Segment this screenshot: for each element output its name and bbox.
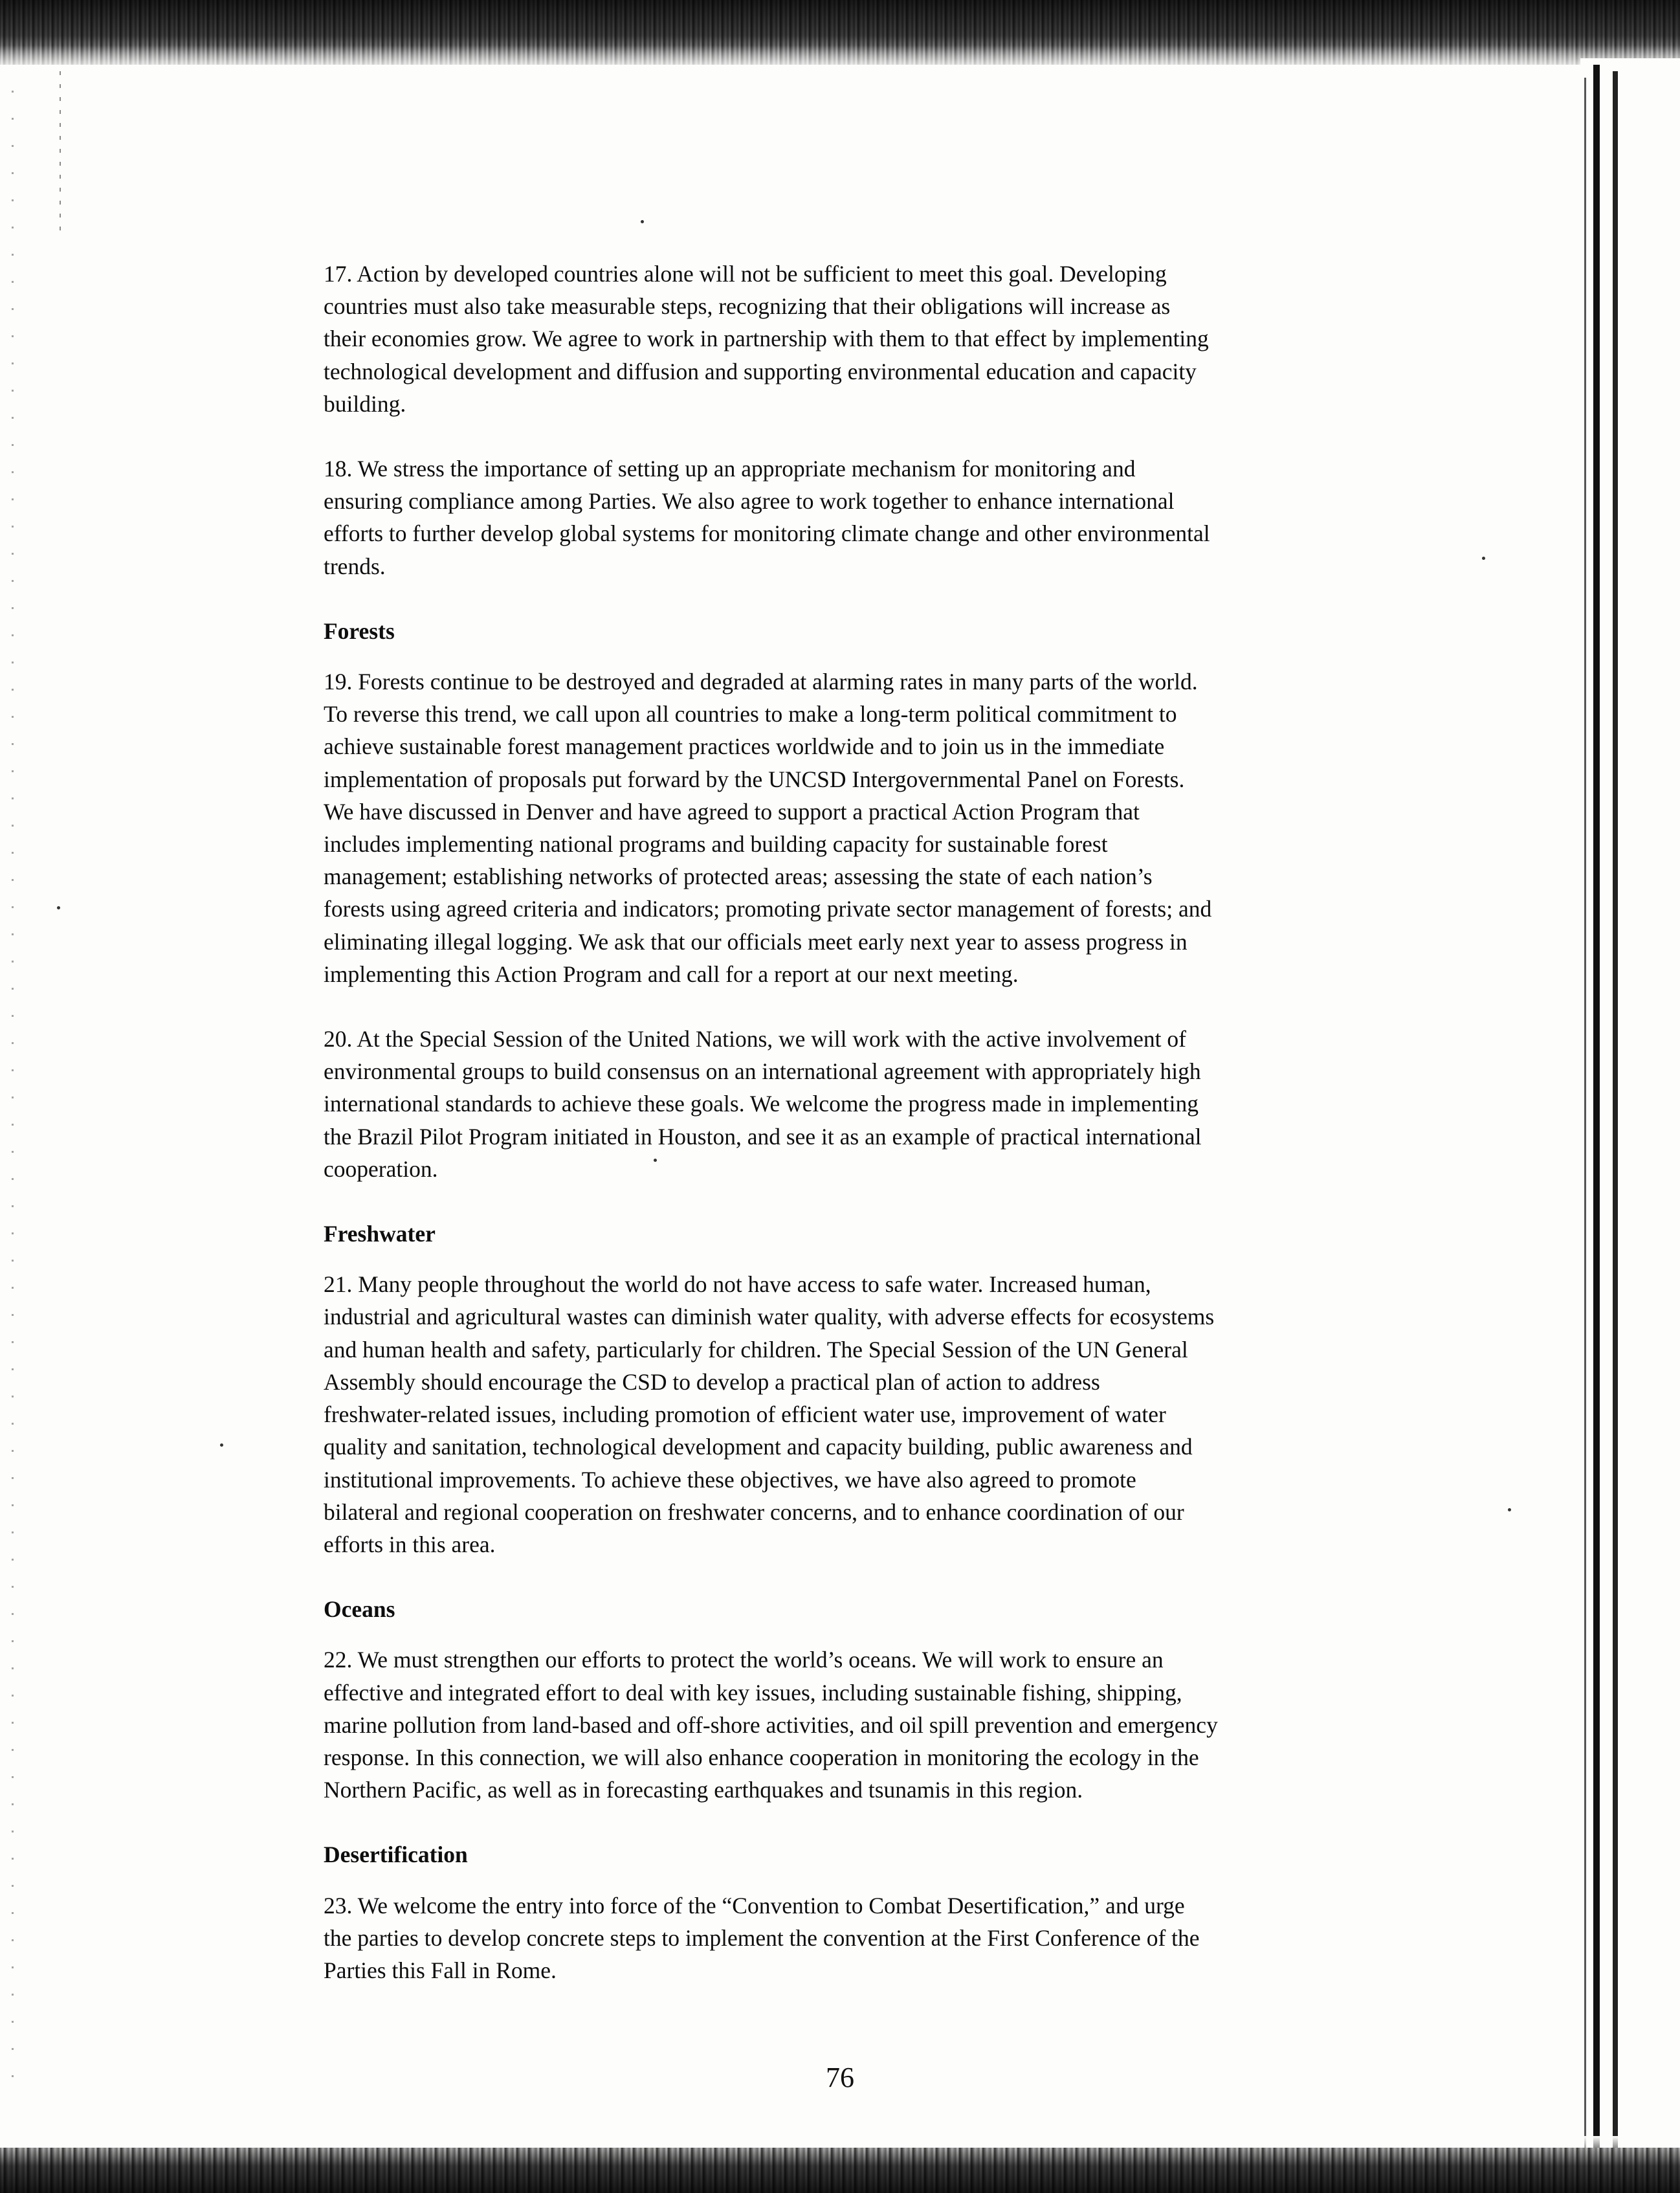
paragraph-17: 17. Action by developed countries alone will not be sufficient to meet this goal. Developing countries must also take measurable steps, recognizing that their obligations will increase as their economies grow. We agree to work in partnership with them to that effect by implementing technological development and diffusion and supporting environmental education and capacity building. xyxy=(324,261,1209,417)
scan-speck xyxy=(220,1443,223,1447)
left-margin-speckle xyxy=(12,91,14,2097)
scan-speck xyxy=(1508,1508,1511,1511)
heading-forests: Forests xyxy=(324,618,395,644)
scan-bottom-edge xyxy=(0,2148,1680,2193)
document-body xyxy=(324,258,1372,2019)
paragraph-23: 23. We welcome the entry into force of the “Convention to Combat Desertification,” and urge the parties to develop concrete steps to implement the convention at the First Conference of the Parties this Fall in Rome. xyxy=(324,1892,1200,1983)
binding-line xyxy=(1593,65,1600,2155)
binding-line-outer xyxy=(1613,71,1618,2155)
page-number: 76 xyxy=(826,2062,854,2093)
scan-speck xyxy=(1482,557,1485,560)
paragraph-20: 20. At the Special Session of the United Nations, we will work with the active involvement of environmental groups to build consensus on an international agreement with appropriately high international standards to achieve these goals. We welcome the progress made in implementing the Brazil Pilot Program initiated in Houston, and see it as an example of practical international cooperation. xyxy=(324,1026,1202,1182)
scan-speck xyxy=(641,220,644,223)
paragraph-22: 22. We must strengthen our efforts to protect the world’s oceans. We will work to ensure an effective and integrated effort to deal with key issues, including sustainable fishing, shipping, marine pollution from land-based and off-shore activities, and oil spill prevention and emergency response. In this connection, we will also enhance cooperation in monitoring the ecology in the Northern Pacific, as well as in forecasting earthquakes and tsunamis in this region. xyxy=(324,1647,1218,1803)
paragraph-19: 19. Forests continue to be destroyed and degraded at alarming rates in many parts of the world. To reverse this trend, we call upon all countries to make a long-term political commitment to achieve sustainable forest management practices worldwide and to join us in the immediate implementation of proposals put forward by the UNCSD Intergovernmental Panel on Forests. We have discussed in Denver and have agreed to support a practical Action Program that includes implementing national programs and building capacity for sustainable forest management; establishing networks of protected areas; assessing the state of each nation’s forests using agreed criteria and indicators; promoting private sector management of forests; and eliminating illegal logging. We ask that our officials meet early next year to assess progress in implementing this Action Program and call for a report at our next meeting. xyxy=(324,669,1212,987)
heading-desertification: Desertification xyxy=(324,1842,468,1868)
paragraph-18: 18. We stress the importance of setting up an appropriate mechanism for monitoring and ensuring compliance among Parties. We also agree to work together to enhance international efforts to further develop global systems for monitoring climate change and other environmental trends. xyxy=(324,456,1210,579)
left-margin-mark xyxy=(60,71,61,239)
heading-freshwater: Freshwater xyxy=(324,1221,436,1247)
paragraph-21: 21. Many people throughout the world do not have access to safe water. Increased human, industrial and agricultural wastes can diminish water quality, with adverse effects for ecosystems and human health and safety, particularly for children. The Special Session of the UN General Assembly should encourage the CSD to develop a practical plan of action to address freshwater-related issues, including promotion of efficient water use, improvement of water quality and sanitation, technological development and capacity building, public awareness and institutional improvements. To achieve these objectives, we have also agreed to promote bilateral and regional cooperation on freshwater concerns, and to enhance coordination of our efforts in this area. xyxy=(324,1271,1215,1557)
scan-top-fade xyxy=(0,45,1680,71)
binding-line-inner xyxy=(1584,78,1586,2149)
heading-oceans: Oceans xyxy=(324,1596,395,1623)
scan-speck xyxy=(57,906,60,909)
